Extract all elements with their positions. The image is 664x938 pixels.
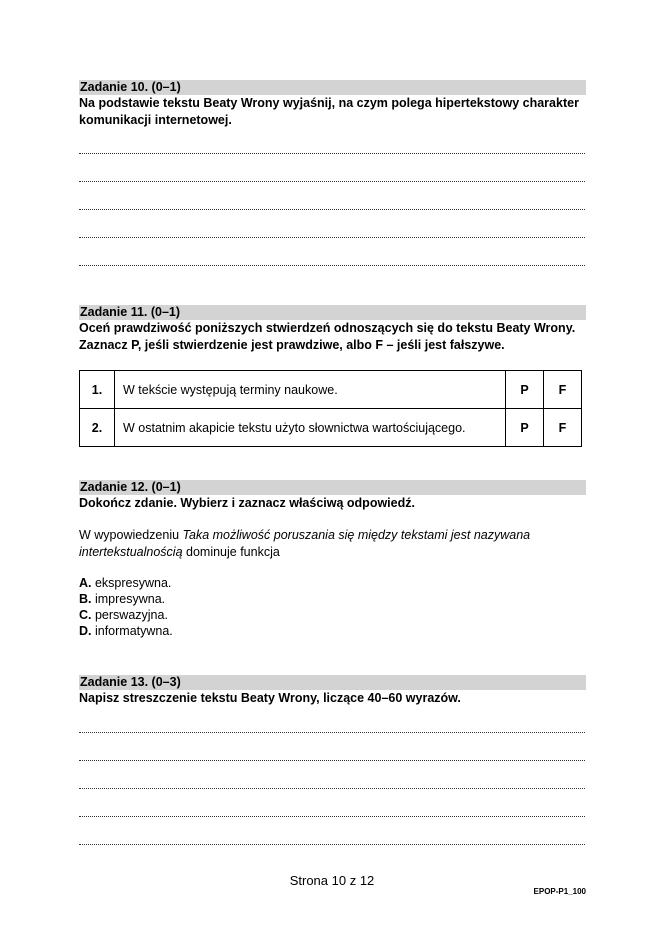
prompt-quote: Taka możliwość poruszania się między tekstami jest nazywana intertekstualnością <box>79 528 531 559</box>
prompt-end: dominuje funkcja <box>182 545 280 559</box>
answer-options <box>79 575 173 639</box>
task-10-header: Zadanie 10. (0–1) <box>79 80 586 95</box>
option-f[interactable]: F <box>544 409 582 447</box>
table-row <box>80 371 582 409</box>
answer-line[interactable] <box>79 816 585 817</box>
task-11-instruction-2: Zaznacz P, jeśli stwierdzenie jest prawdziwe, albo F – jeśli jest fałszywe. <box>79 338 505 352</box>
task-11-instruction-1: Oceń prawdziwość poniższych stwierdzeń odnoszących się do tekstu Beaty Wrony. <box>79 321 576 335</box>
statement-text: W ostatnim akapicie tekstu użyto słownictwa wartościującego. <box>115 409 506 447</box>
option-p[interactable]: P <box>506 409 544 447</box>
row-number: 2. <box>80 409 115 447</box>
option-a[interactable]: A. ekspresywna. <box>79 576 172 590</box>
task-13-instruction: Napisz streszczenie tekstu Beaty Wrony, liczące 40–60 wyrazów. <box>79 691 461 705</box>
option-f[interactable]: F <box>544 371 582 409</box>
task-12-prompt <box>79 527 549 561</box>
task-13-header: Zadanie 13. (0–3) <box>79 675 586 690</box>
answer-line[interactable] <box>79 760 585 761</box>
answer-line[interactable] <box>79 209 585 210</box>
page-number: Strona 10 z 12 <box>289 873 375 888</box>
task-11-header: Zadanie 11. (0–1) <box>79 305 586 320</box>
true-false-table <box>79 370 582 447</box>
answer-line[interactable] <box>79 237 585 238</box>
prompt-start: W wypowiedzeniu <box>79 528 183 542</box>
statement-text: W tekście występują terminy naukowe. <box>115 371 506 409</box>
table-row <box>80 409 582 447</box>
answer-line[interactable] <box>79 181 585 182</box>
task-12-instruction: Dokończ zdanie. Wybierz i zaznacz właściwą odpowiedź. <box>79 496 415 510</box>
answer-line[interactable] <box>79 844 585 845</box>
answer-line[interactable] <box>79 265 585 266</box>
task-10-instruction: Na podstawie tekstu Beaty Wrony wyjaśnij, na czym polega hipertekstowy charakter komunikacji internetowej. <box>79 96 579 127</box>
option-d[interactable]: D. informatywna. <box>79 624 173 638</box>
answer-line[interactable] <box>79 788 585 789</box>
option-b[interactable]: B. impresywna. <box>79 592 166 606</box>
option-c[interactable]: C. perswazyjna. <box>79 608 168 622</box>
row-number: 1. <box>80 371 115 409</box>
answer-line[interactable] <box>79 153 585 154</box>
answer-line[interactable] <box>79 732 585 733</box>
document-code: EPOP-P1_100 <box>533 887 586 896</box>
task-12-header: Zadanie 12. (0–1) <box>79 480 586 495</box>
option-p[interactable]: P <box>506 371 544 409</box>
